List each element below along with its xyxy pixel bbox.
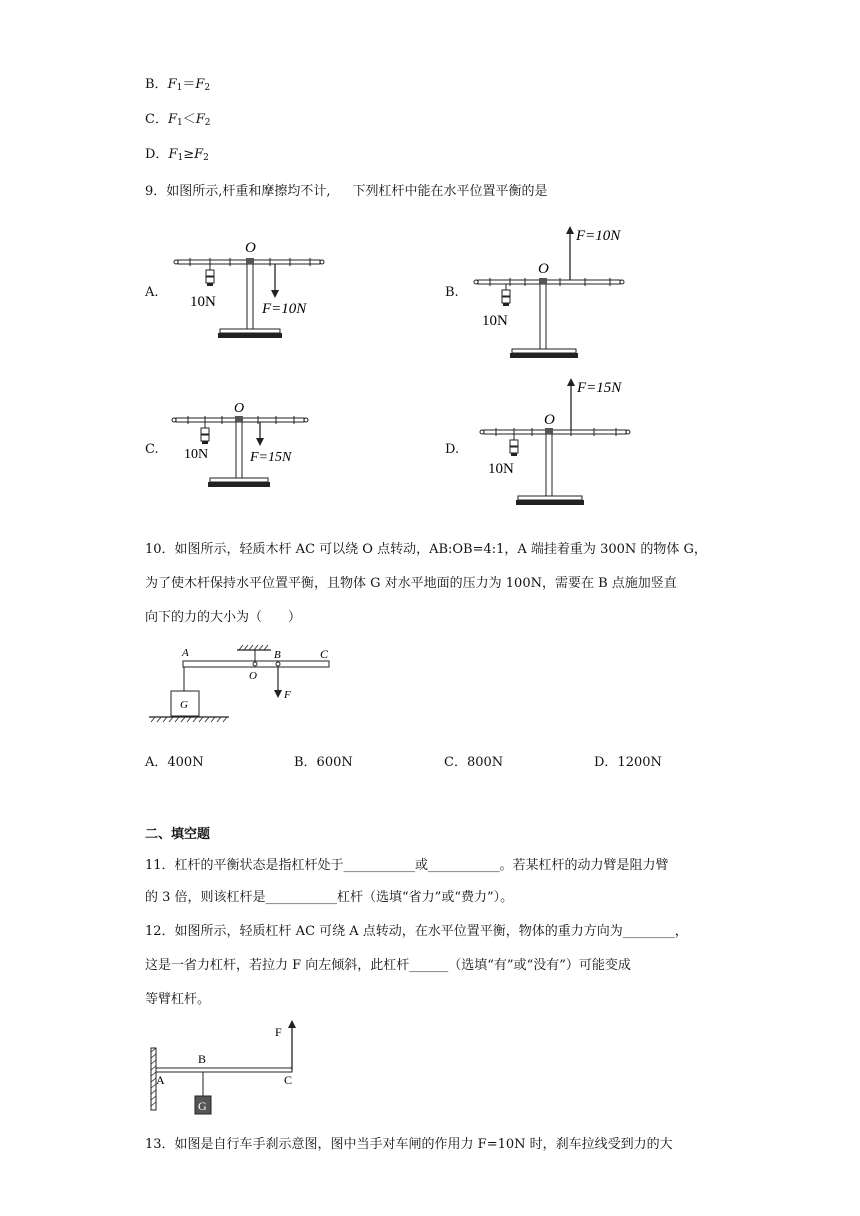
label-a: A (182, 647, 189, 659)
q11-line2: 的 3 倍，则该杠杆是___________杠杆（选填“省力”或“费力”）。 (145, 890, 514, 905)
lever-figure-b (470, 222, 630, 362)
q10-choice-a: A．400N (145, 755, 204, 770)
force-label: F=10N (576, 228, 621, 244)
label-f: F (275, 1025, 282, 1039)
weight-label: 10N (190, 294, 216, 310)
force-label: F=15N (250, 450, 292, 465)
q9-stem: 9．如图所示,杆重和摩擦均不计, 下列杠杆中能在水平位置平衡的是 (145, 184, 548, 199)
lever-figure-c (170, 398, 320, 494)
q12-lever-figure (145, 1016, 315, 1120)
q9-option-b-letter: B. (445, 285, 459, 300)
pivot-label: O (234, 401, 245, 416)
pivot-label: O (245, 240, 256, 256)
option-b: B．$F_1=F_2$ (145, 77, 211, 93)
label-c: C (320, 647, 329, 661)
q9-option-a-letter: A. (145, 285, 159, 300)
force-label: F=15N (577, 380, 622, 396)
force-label: F=10N (262, 301, 307, 317)
pivot-label: O (538, 261, 549, 277)
q12-line1: 12．如图所示，轻质杠杆 AC 可绕 A 点转动，在水平位置平衡，物体的重力方向为________， (145, 924, 688, 939)
q13-line1: 13．如图是自行车手刹示意图，图中当手对车闸的作用力 F=10N 时，刹车拉线受到力的大 (145, 1137, 673, 1152)
label-o: O (249, 670, 257, 682)
q10-choice-c: C．800N (444, 755, 504, 770)
lever-figure-d (476, 374, 636, 514)
option-d: D．$F_1\ge F_2$ (145, 147, 209, 163)
section-title: 二、填空题 (145, 827, 211, 842)
label-g: G (180, 699, 188, 711)
q10-lever-figure (145, 640, 345, 732)
weight-label: 10N (488, 461, 514, 477)
q11-line1: 11．杠杆的平衡状态是指杠杆处于___________或___________。若某杠杆的动力臂是阻力臂 (145, 858, 669, 873)
label-b: B (274, 649, 281, 661)
q10-choice-b: B．600N (294, 755, 353, 770)
q9-option-d-letter: D. (445, 442, 460, 457)
lever-figure-a (170, 232, 330, 344)
pivot-label: O (544, 412, 555, 428)
q12-line3: 等臂杠杆。 (145, 992, 211, 1007)
q12-line2: 这是一省力杠杆，若拉力 F 向左倾斜，此杠杆______（选填“有”或“没有”）可能变成 (145, 958, 631, 973)
q10-stem-line3: 向下的力的大小为（ ） (145, 610, 302, 625)
q9-option-c-letter: C. (145, 442, 159, 457)
label-c: C (284, 1073, 293, 1087)
q10-choice-d: D．1200N (594, 755, 662, 770)
q10-stem-line1: 10．如图所示，轻质木杆 AC 可以绕 O 点转动，AB:OB=4:1，A 端挂着重为 300N 的物体 G， (145, 542, 707, 557)
label-a: A (156, 1073, 165, 1087)
label-b: B (198, 1052, 207, 1066)
label-f: F (284, 689, 291, 701)
weight-label: 10N (184, 447, 209, 462)
weight-label: 10N (482, 313, 508, 329)
q10-stem-line2: 为了使木杆保持水平位置平衡，且物体 G 对水平地面的压力为 100N，需要在 B 点施加竖直 (145, 576, 677, 591)
option-c: C．$F_1<F_2$ (145, 112, 211, 128)
label-g: G (198, 1099, 207, 1113)
